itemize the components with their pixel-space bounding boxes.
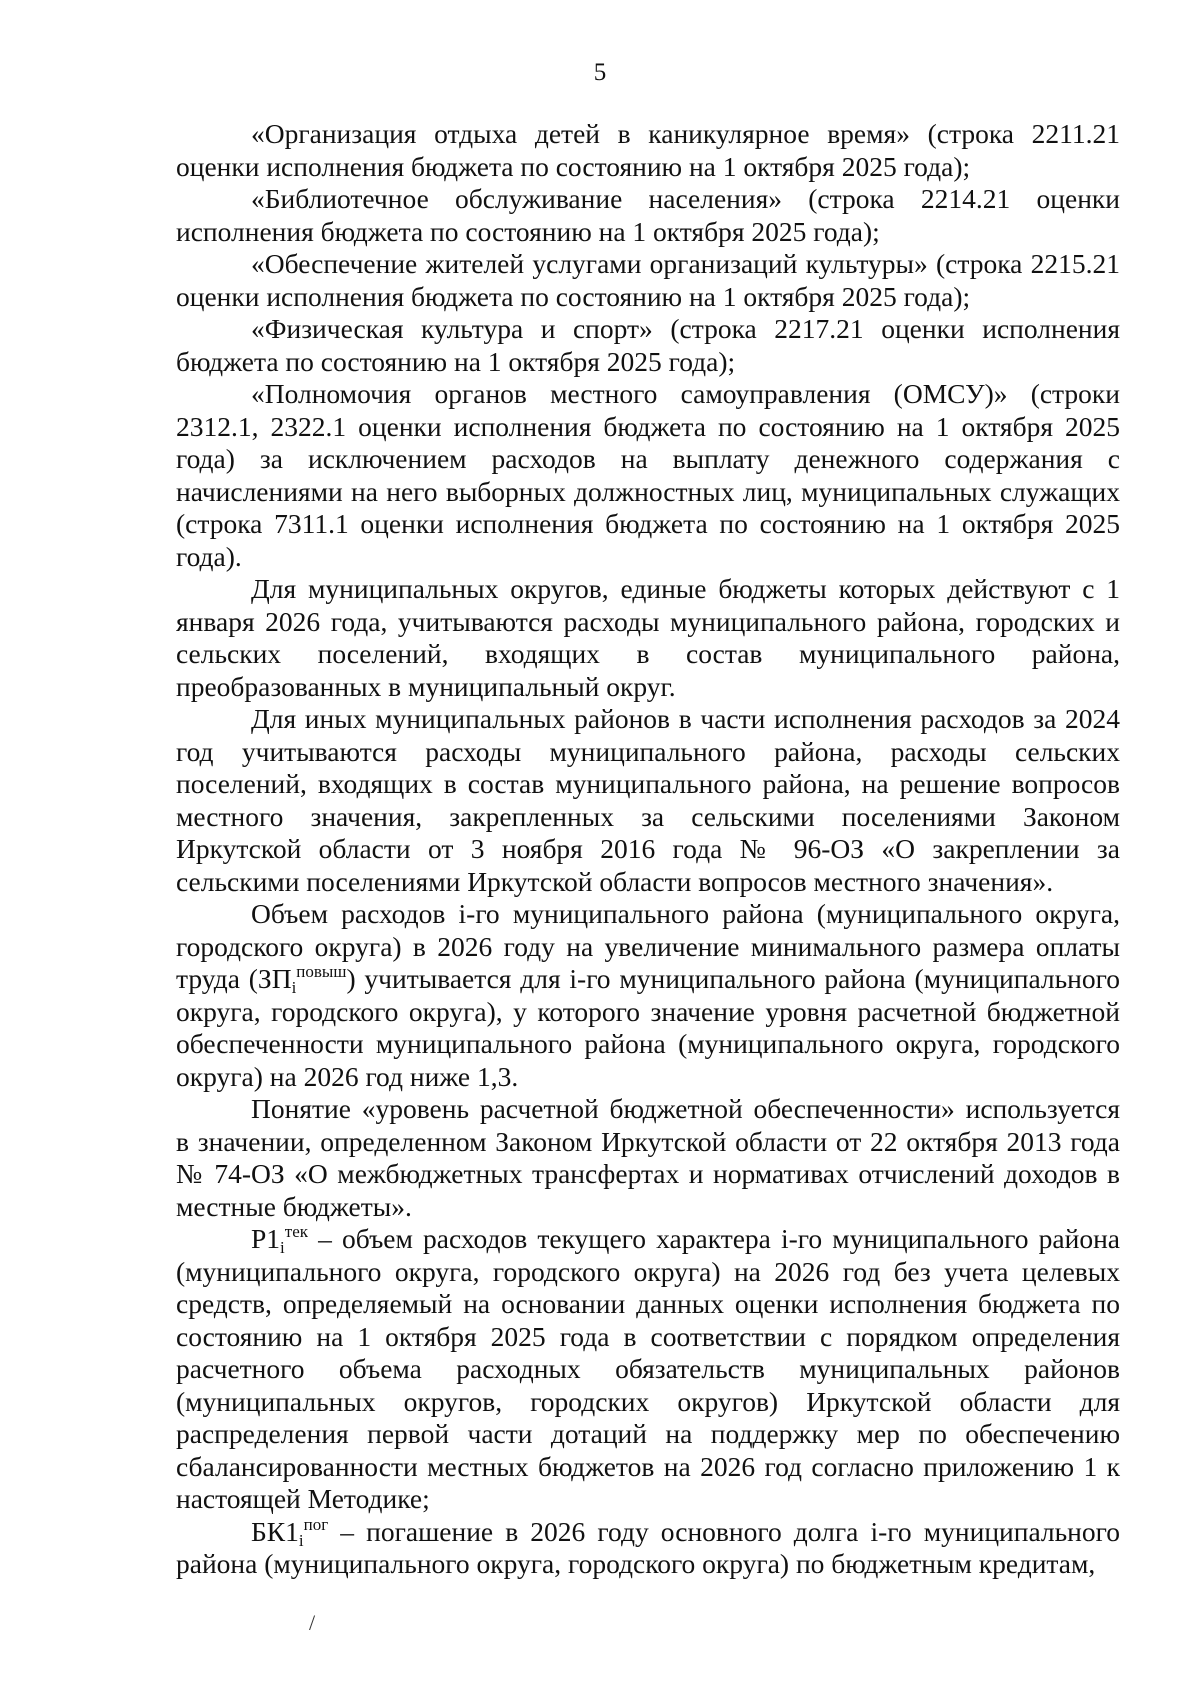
paragraph-text-part: – погашение в 2026 году основного долга i-го муниципального района (муниципального округа, городского округа) по бюджетным кредитам, — [176, 1515, 1120, 1579]
paragraph-text-part: ) учитывается для i-го муниципального района (муниципального округа, городского округа), у которого значение уровня расчетной бюджетной обеспеченности муниципального района (муниципального округа, городского округа) на 2026 год ниже 1,3. — [176, 963, 1120, 1092]
paragraph-budget-sufficiency-definition: Понятие «уровень расчетной бюджетной обеспеченности» используется в значении, определенном Законом Иркутской области от 22 октября 2013 года № 74-ОЗ «О межбюджетных трансфертах и нормативах отчислений доходов в местные бюджеты». — [176, 1093, 1120, 1222]
formula-symbol: БК1 — [251, 1515, 299, 1547]
subscript-index: i — [298, 1530, 304, 1550]
formula-symbol: Р1 — [251, 1223, 281, 1254]
paragraph-local-government-powers: «Полномочия органов местного самоуправления (ОМСУ)» (строки 2312.1, 2322.1 оценки исполнения бюджета по состоянию на 1 октября 2025 года) за исключением расходов на выплату денежного содержания с начислениями на него выборных должностных лиц, муниципальных служащих (строка 7311.1 оценки исполнения бюджета по состоянию на 1 октября 2025 года). — [176, 378, 1120, 572]
paragraph-municipal-districts: Для муниципальных округов, единые бюджеты которых действуют с 1 января 2026 года, учитываются расходы муниципального района, городских и сельских поселений, входящих в состав муниципального района, преобразованных в муниципальный округ. — [176, 573, 1120, 702]
paragraph-minimum-wage-expenses — [176, 898, 1120, 1093]
paragraph-culture-services: «Обеспечение жителей услугами организаций культуры» (строка 2215.21 оценки исполнения бюджета по состоянию на 1 октября 2025 года); — [176, 248, 1120, 312]
superscript-label: тек — [284, 1222, 309, 1241]
paragraph-text-part: Объем расходов i-го муниципального района (муниципального округа, городского округа) в 2026 году на увеличение минимального размера оплаты труда (ЗП — [176, 898, 1120, 994]
paragraph-library-services: «Библиотечное обслуживание населения» (строка 2214.21 оценки исполнения бюджета по состоянию на 1 октября 2025 года); — [176, 183, 1120, 247]
page-number: 5 — [593, 59, 607, 86]
superscript-label: повыш — [296, 962, 347, 981]
stray-mark: / — [309, 1610, 316, 1635]
document-body — [176, 118, 1120, 1581]
superscript-label: пог — [303, 1514, 329, 1534]
paragraph-children-leisure: «Организация отдыха детей в каникулярное время» (строка 2211.21 оценки исполнения бюджета по состоянию на 1 октября 2025 года); — [176, 118, 1120, 182]
paragraph-physical-culture: «Физическая культура и спорт» (строка 2217.21 оценки исполнения бюджета по состоянию на 1 октября 2025 года); — [176, 313, 1120, 377]
paragraph-current-expenses-definition — [176, 1223, 1120, 1516]
subscript-index: i — [291, 978, 297, 997]
paragraph-budget-credit-repayment — [176, 1516, 1120, 1581]
paragraph-other-municipal-districts: Для иных муниципальных районов в части исполнения расходов за 2024 год учитываются расходы муниципального района, расходы сельских поселений, входящих в состав муниципального района, на решение вопросов местного значения, закрепленных за сельскими поселениями Законом Иркутской области от 3 ноября 2016 года № 96-ОЗ «О закреплении за сельскими поселениями Иркутской области вопросов местного значения». — [176, 703, 1120, 897]
paragraph-text-part: – объем расходов текущего характера i-го муниципального района (муниципального округа, городского округа) на 2026 год без учета целевых средств, определяемый на основании данных оценки исполнения бюджета по состоянию на 1 октября 2025 года в соответствии с порядком определения расчетного объема расходных обязательств муниципальных районов (муниципальных округов, городских округов) Иркутской области для распределения первой части дотаций на поддержку мер по обеспечению сбалансированности местных бюджетов на 2026 год согласно приложению 1 к настоящей Методике; — [176, 1223, 1120, 1514]
subscript-index: i — [280, 1238, 285, 1257]
